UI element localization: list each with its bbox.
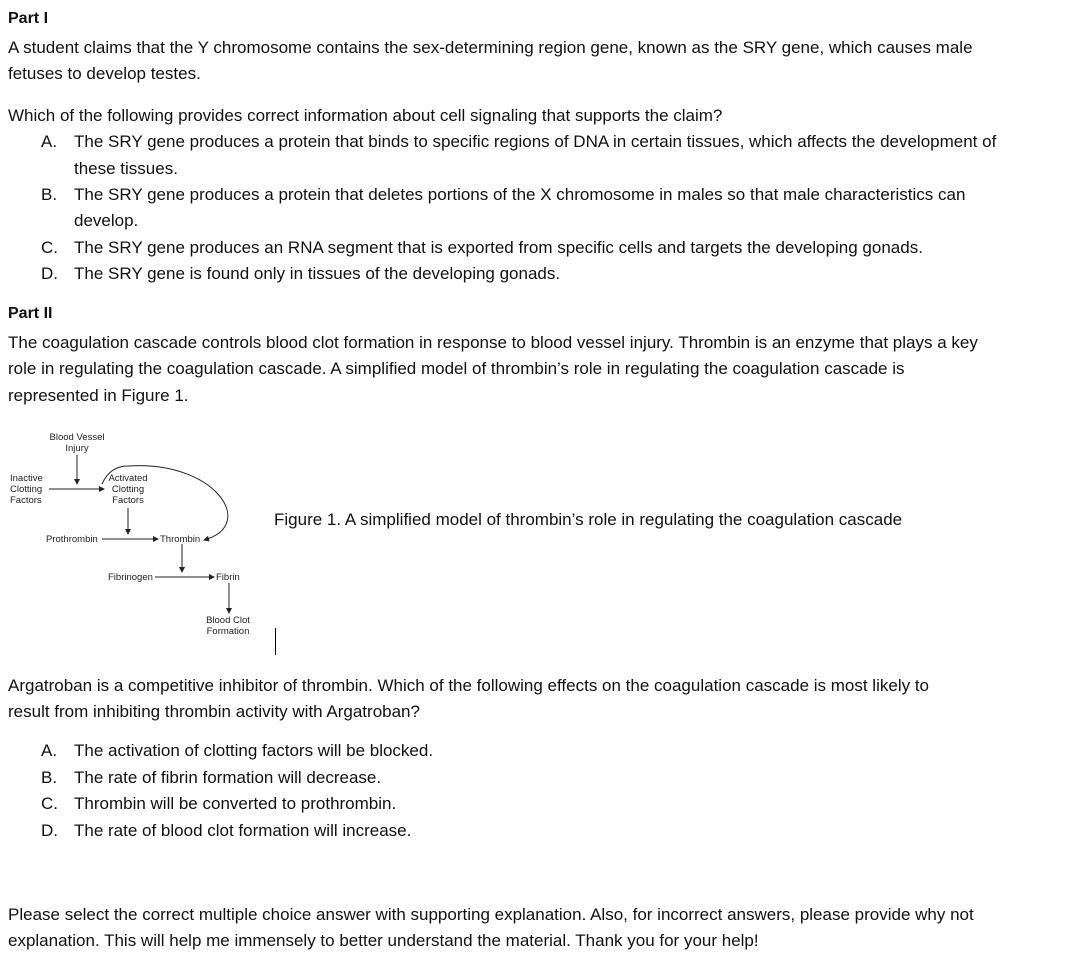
option-letter: A. bbox=[41, 132, 58, 151]
option-letter: C. bbox=[41, 794, 58, 813]
label-activated-1: Activated bbox=[108, 473, 148, 484]
label-activated-3: Factors bbox=[112, 495, 144, 506]
part1-intro-line1: A student claims that the Y chromosome contains the sex-determining region gene, known as the SRY gene, which causes male bbox=[8, 38, 973, 57]
option-letter: C. bbox=[41, 238, 58, 257]
part2-intro-line2: role in regulating the coagulation cascade. A simplified model of thrombin’s role in regulating the coagulation cascade is bbox=[8, 359, 905, 378]
option-text: The SRY gene is found only in tissues of the developing gonads. bbox=[74, 264, 561, 283]
label-inactive-2: Clotting bbox=[10, 484, 43, 495]
label-injury-2: Injury bbox=[65, 443, 89, 454]
part1-intro-line2: fetuses to develop testes. bbox=[8, 64, 201, 83]
label-inactive-1: Inactive bbox=[10, 473, 43, 484]
option-text: The rate of fibrin formation will decrease. bbox=[74, 768, 382, 787]
request-line2: explanation. This will help me immensely to better understand the material. Thank you for your help! bbox=[8, 931, 759, 950]
request-line1: Please select the correct multiple choice answer with supporting explanation. Also, for incorrect answers, please provide why not bbox=[8, 905, 974, 924]
label-inactive-3: Factors bbox=[10, 495, 42, 506]
label-fibrin: Fibrin bbox=[216, 572, 240, 583]
option-text-cont: these tissues. bbox=[74, 159, 178, 178]
part2-intro-line1: The coagulation cascade controls blood clot formation in response to blood vessel injury. Thrombin is an enzyme that plays a key bbox=[8, 333, 978, 352]
label-fibrinogen: Fibrinogen bbox=[108, 572, 153, 583]
part2-heading: Part II bbox=[8, 305, 53, 322]
option-text: The rate of blood clot formation will increase. bbox=[74, 821, 412, 840]
option-text: The SRY gene produces an RNA segment that is exported from specific cells and targets the developing gonads. bbox=[74, 238, 923, 257]
coagulation-diagram bbox=[0, 420, 270, 645]
part1-heading: Part I bbox=[8, 10, 49, 27]
option-letter: A. bbox=[41, 741, 58, 760]
option-letter: D. bbox=[41, 821, 58, 840]
option-text: The SRY gene produces a protein that deletes portions of the X chromosome in males so that male characteristics can bbox=[74, 185, 966, 204]
label-prothrombin: Prothrombin bbox=[46, 534, 98, 545]
option-text-cont: develop. bbox=[74, 211, 139, 230]
option-letter: B. bbox=[41, 185, 58, 204]
part2-question-line2: result from inhibiting thrombin activity with Argatroban? bbox=[8, 702, 420, 721]
label-clot-2: Formation bbox=[206, 626, 250, 637]
label-activated-2: Clotting bbox=[111, 484, 145, 495]
part2-question-line1: Argatroban is a competitive inhibitor of thrombin. Which of the following effects on the coagulation cascade is most likely to bbox=[8, 676, 929, 695]
label-clot-1: Blood Clot bbox=[206, 615, 250, 626]
part2-intro-line3: represented in Figure 1. bbox=[8, 386, 189, 405]
option-letter: B. bbox=[41, 768, 58, 787]
figure-caption: Figure 1. A simplified model of thrombin’s role in regulating the coagulation cascade bbox=[274, 510, 903, 529]
part1-question: Which of the following provides correct information about cell signaling that supports the claim? bbox=[8, 106, 723, 125]
text-cursor bbox=[275, 628, 276, 655]
option-text: Thrombin will be converted to prothrombin. bbox=[74, 794, 397, 813]
option-text: The SRY gene produces a protein that binds to specific regions of DNA in certain tissues, which affects the development of bbox=[74, 132, 997, 151]
option-text: The activation of clotting factors will be blocked. bbox=[74, 741, 434, 760]
option-letter: D. bbox=[41, 264, 58, 283]
label-injury-1: Blood Vessel bbox=[49, 432, 105, 443]
label-thrombin: Thrombin bbox=[160, 534, 201, 545]
